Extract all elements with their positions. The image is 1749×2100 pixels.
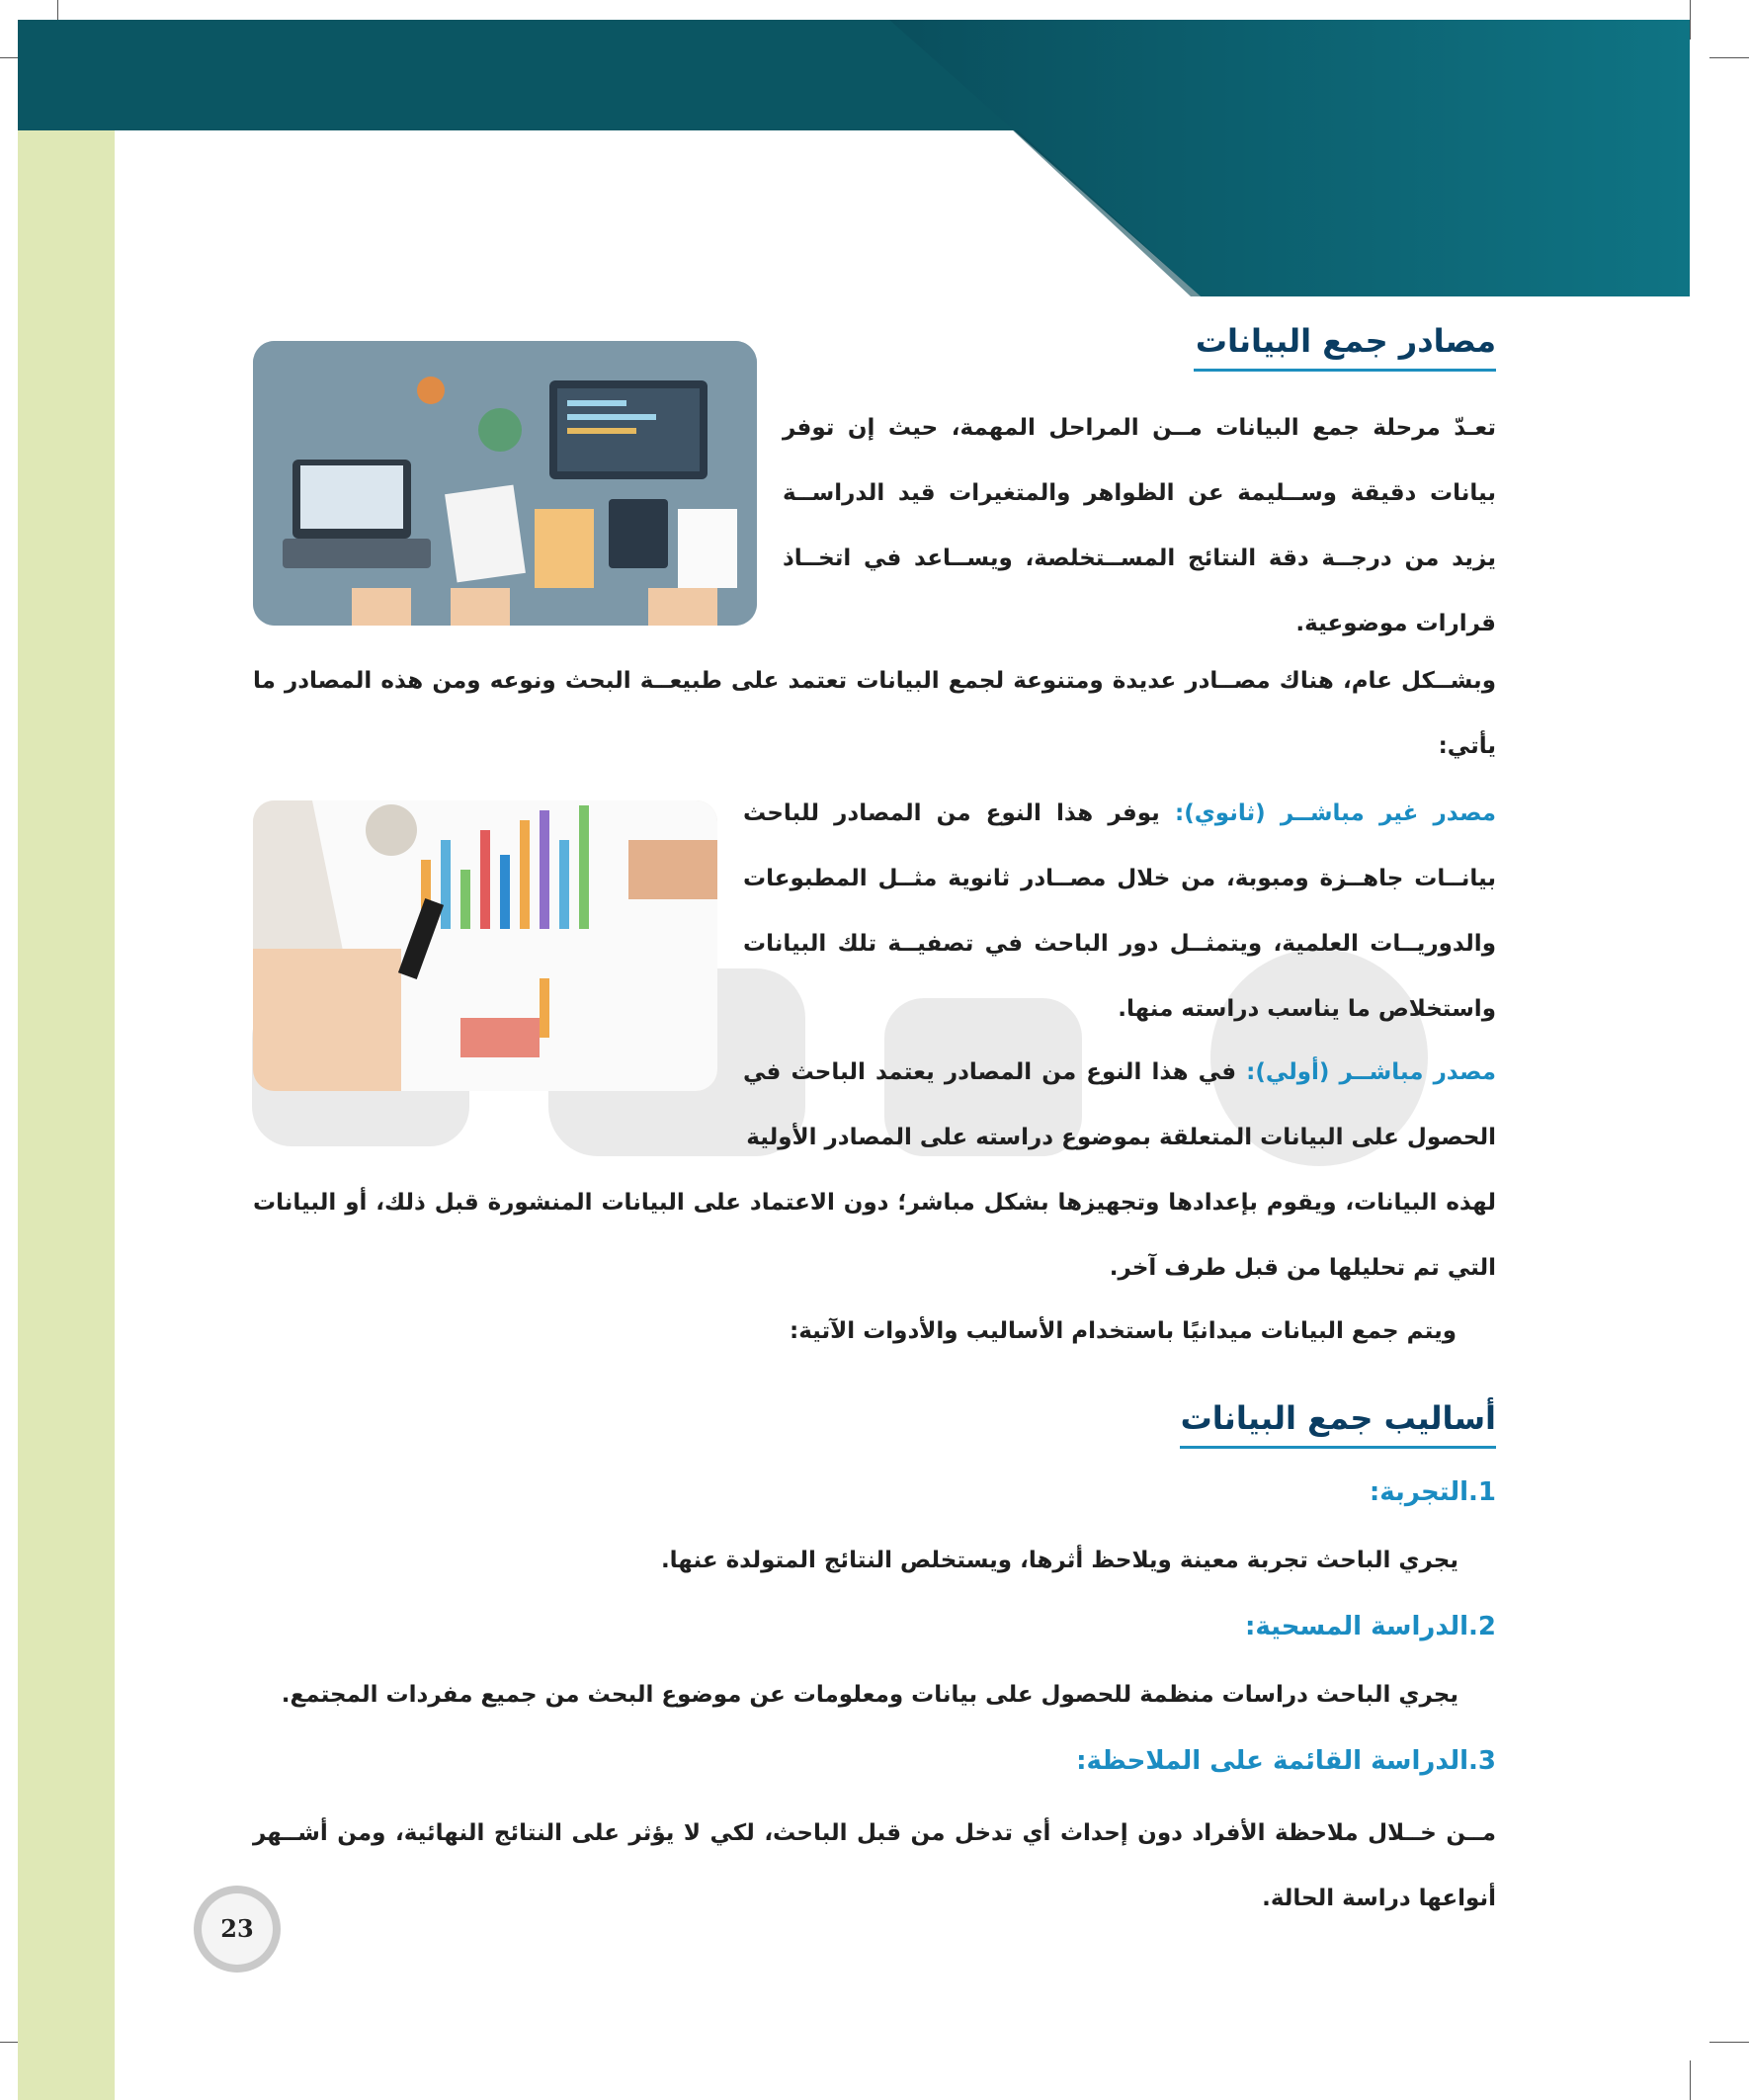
indirect-source-paragraph <box>743 781 1496 1042</box>
method-heading-experiment: 1.التجربة: <box>1369 1477 1496 1507</box>
method-text-survey: يجري الباحث دراسات منظمة للحصول على بيانات ومعلومات عن موضوع البحث من جميع مفردات المجتمع. <box>281 1682 1458 1708</box>
section-title-data-sources: مصادر جمع البيانات <box>1195 322 1496 360</box>
crop-mark <box>1709 2042 1749 2043</box>
header-banner <box>0 0 1749 306</box>
section-title-collection-methods: أساليب جمع البيانات <box>1180 1399 1496 1437</box>
indirect-source-text: يوفر هذا النوع من المصادر للباحث بيانــات جاهــزة ومبوبة، من خلال مصــادر ثانوية مثــل المطبوعات والدوريــات العلمية، ويتمثــل دور الباحث في تصفيــة تلك البيانات واستخلاص ما يناسب دراسته منها. <box>743 800 1496 1022</box>
general-paragraph: وبشــكل عام، هناك مصــادر عديدة ومتنوعة لجمع البيانات تعتمد على طبيعــة البحث ونوعه ومن هذه المصادر ما يأتي: <box>253 668 1496 759</box>
crop-mark <box>1690 2060 1691 2100</box>
direct-source-text: في هذا النوع من المصادر يعتمد الباحث في الحصول على البيانات المتعلقة بموضوع دراسته على المصادر الأولية <box>743 1059 1496 1150</box>
method-heading-observation: 3.الدراسة القائمة على الملاحظة: <box>1076 1746 1496 1776</box>
intro-paragraph: تعـدّ مرحلة جمع البيانات مــن المراحل المهمة، حيث إن توفر بيانات دقيقة وســليمة عن الظواهر والمتغيرات قيد الدراســة يزيد من درجــة دقة النتائج المســتخلصة، ويســاعد في اتخــاذ قرارات موضوعية. <box>783 415 1496 636</box>
method-text-observation: مــن خــلال ملاحظة الأفراد دون إحداث أي تدخل من قبل الباحث، لكي لا يؤثر على النتائج النهائية، ومن أشــهر أنواعها دراسة الحالة. <box>253 1820 1496 1911</box>
field-collection-sentence: ويتم جمع البيانات ميدانيًا باستخدام الأساليب والأدوات الآتية: <box>790 1318 1457 1344</box>
direct-source-label: مصدر مباشــر (أولي): <box>1246 1059 1496 1085</box>
method-heading-survey: 2.الدراسة المسحية: <box>1244 1612 1496 1641</box>
left-margin-strip <box>18 130 115 2100</box>
direct-source-paragraph <box>743 1040 1496 1170</box>
illustration-workspace <box>253 341 757 626</box>
direct-source-continuation: لهذه البيانات، ويقوم بإعدادها وتجهيزها بشكل مباشر؛ دون الاعتماد على البيانات المنشورة قبل ذلك، أو البيانات التي تم تحليلها من قبل طرف آخر. <box>253 1190 1496 1281</box>
illustration-bar-chart-paper <box>253 800 717 1091</box>
indirect-source-label: مصدر غير مباشــر (ثانوي): <box>1175 800 1496 826</box>
title-underline <box>1180 1446 1496 1449</box>
title-underline <box>1194 369 1496 372</box>
method-text-experiment: يجري الباحث تجربة معينة ويلاحظ أثرها، ويستخلص النتائج المتولدة عنها. <box>660 1548 1458 1573</box>
page-number-badge <box>194 1886 281 1973</box>
page-number: 23 <box>202 1893 273 1965</box>
